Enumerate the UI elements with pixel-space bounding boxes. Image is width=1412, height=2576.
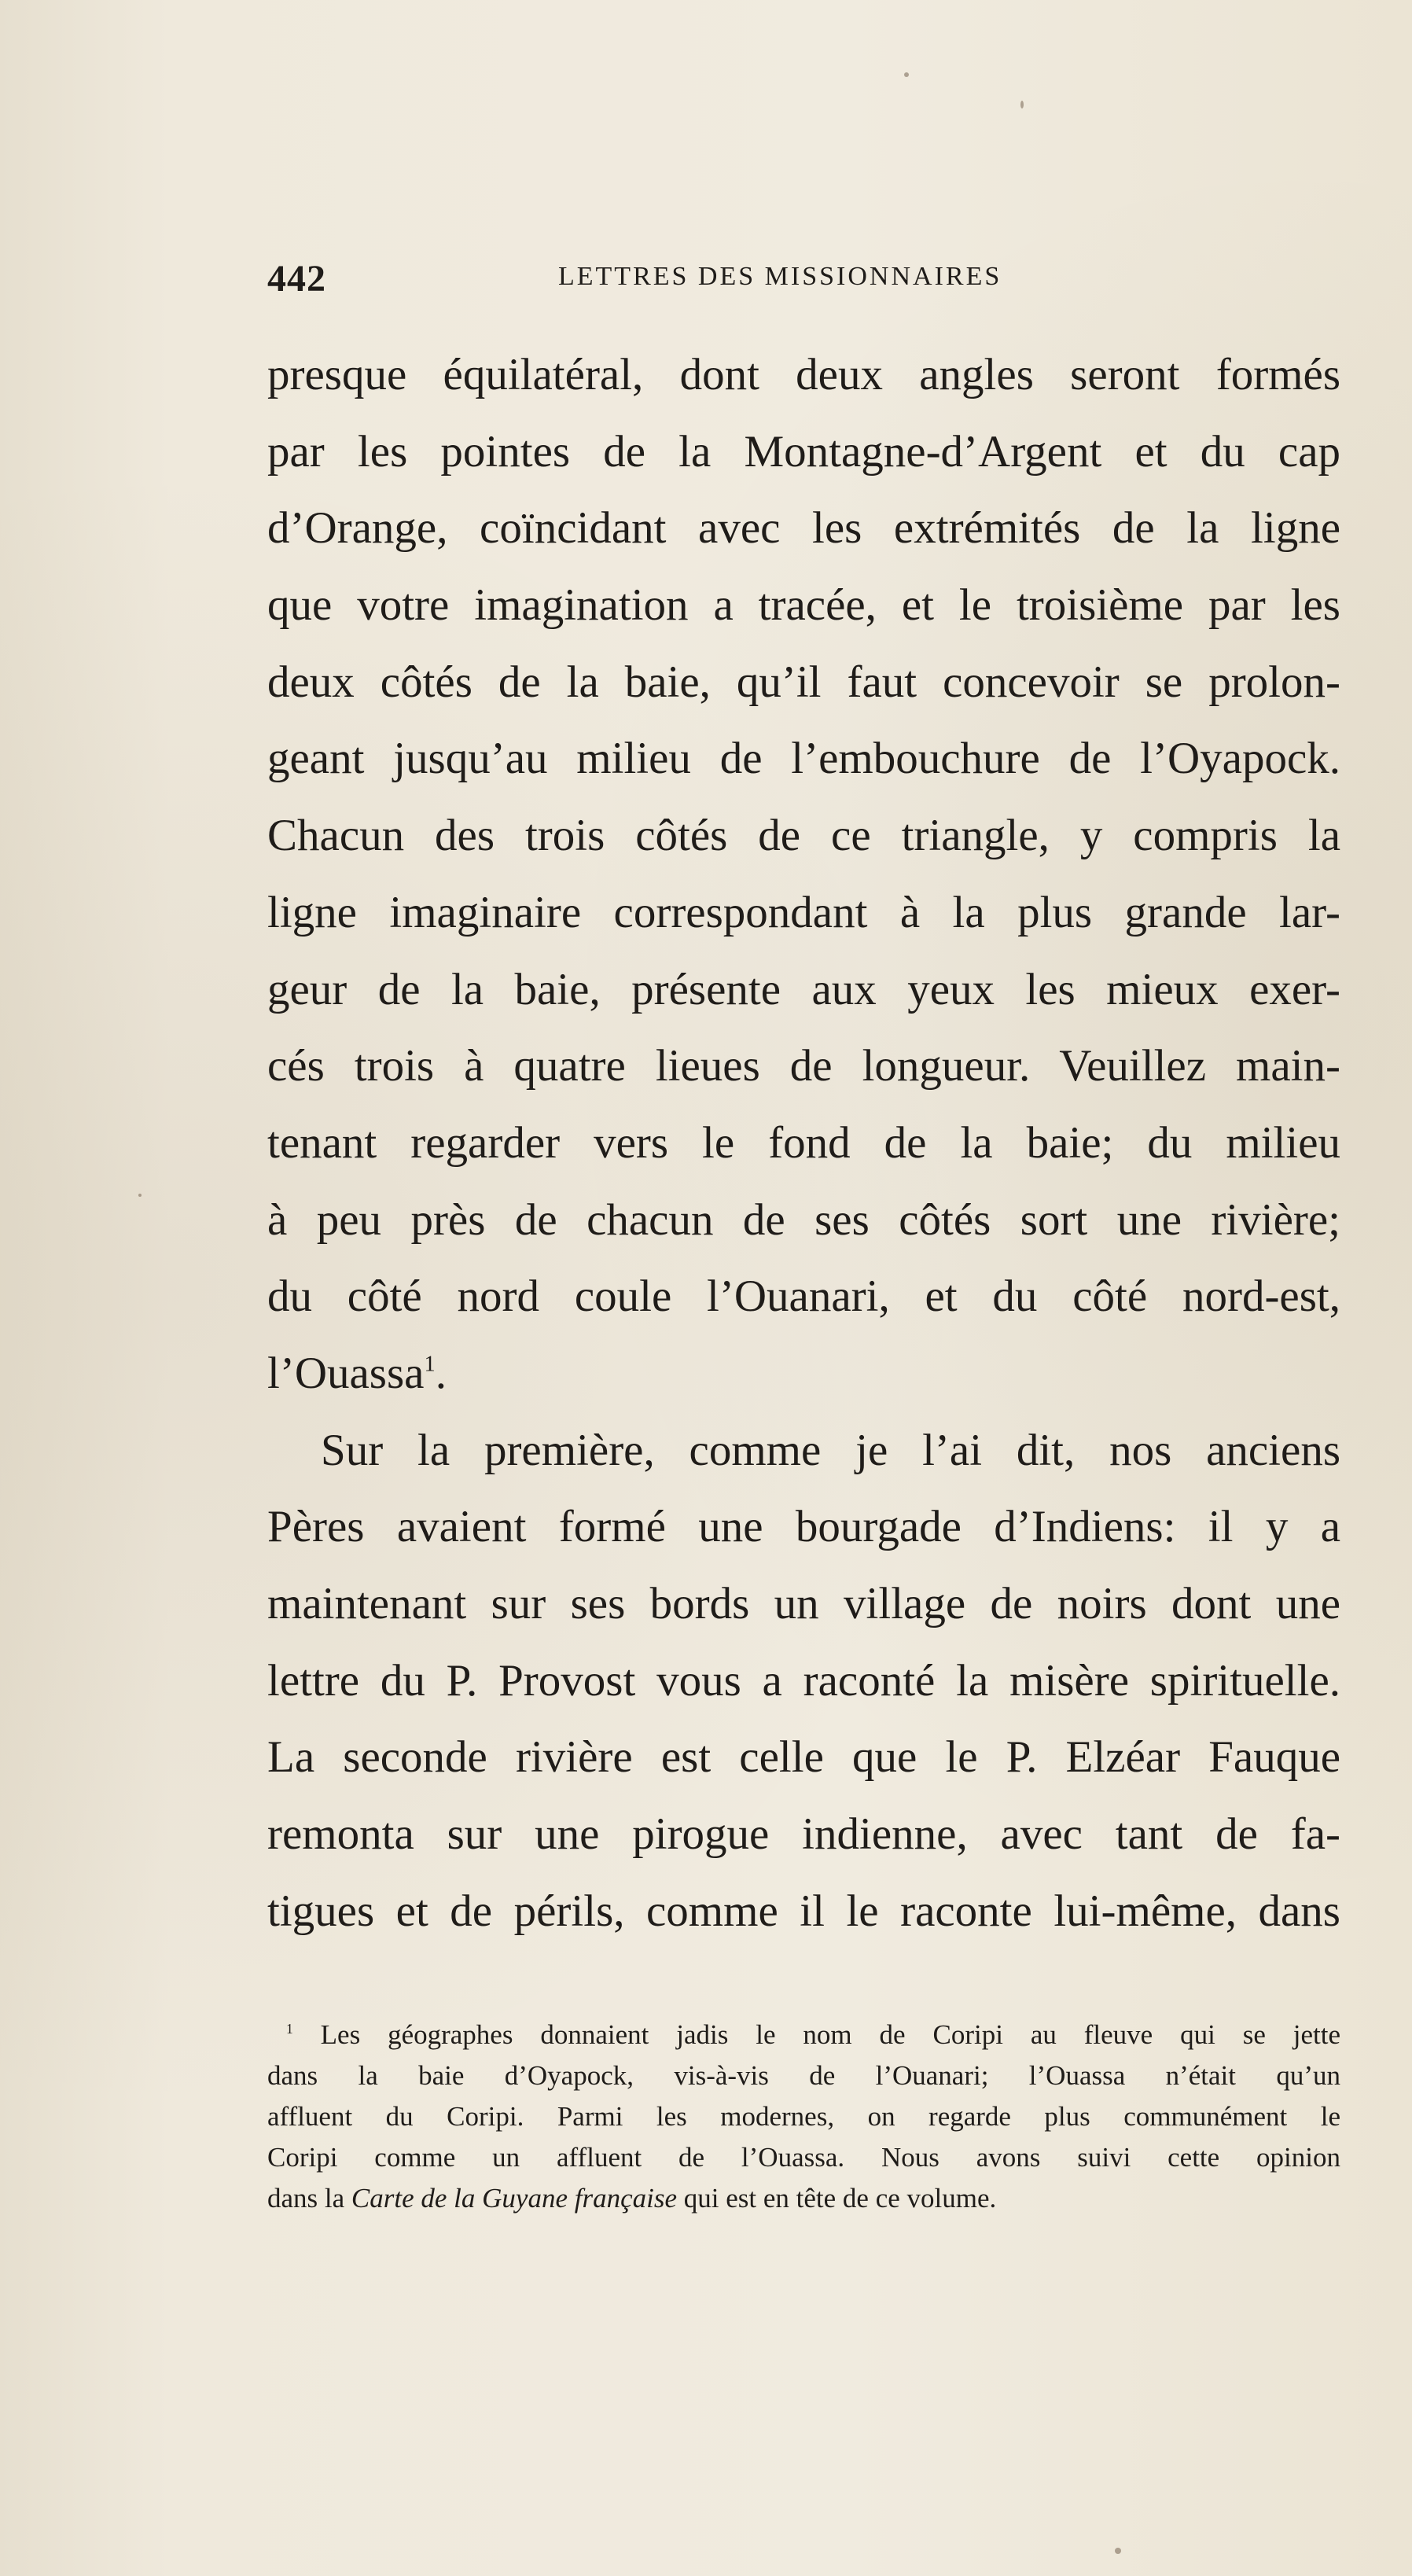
body-line: remonta sur une pirogue indienne, avec tant de fa- [267, 1809, 1340, 1860]
body-line: Chacun des trois côtés de ce triangle, y compris la [267, 811, 1340, 861]
body-line: du côté nord coule l’Ouanari, et du côté nord-est, [267, 1271, 1340, 1322]
footnote [267, 2015, 1340, 2219]
footnote-marker: 1 [286, 2020, 293, 2037]
body-line: La seconde rivière est celle que le P. Elzéar Fauque [267, 1732, 1340, 1783]
body-line: Pères avaient formé une bourgade d’Indiens: il y a [267, 1502, 1340, 1552]
body-line: maintenant sur ses bords un village de noirs dont une [267, 1579, 1340, 1628]
body-text [267, 337, 1340, 1949]
footnote-reference-period: . [435, 1348, 447, 1398]
footnote-text: qui est en tête de ce volume. [683, 2183, 997, 2214]
footnote-line: affluent du Coripi. Parmi les modernes, on regarde plus communément le [267, 2101, 1340, 2132]
body-line: tenant regarder vers le fond de la baie; du milieu [267, 1117, 1340, 1168]
body-line-paragraph-end [267, 1335, 1340, 1412]
body-line: geant jusqu’au milieu de l’embouchure de l’Oyapock. [267, 734, 1340, 784]
map-title-italic: Carte de la Guyane française [351, 2183, 678, 2214]
footnote-line: Coripi comme un affluent de l’Ouassa. Nous avons suivi cette opinion [267, 2142, 1340, 2173]
body-line: que votre imagination a tracée, et le troisième par les [267, 580, 1340, 631]
page-number: 442 [267, 258, 326, 300]
running-head [267, 257, 1340, 304]
paper-speck [1020, 101, 1024, 109]
paper-speck [904, 72, 909, 77]
footnote-line-last [267, 2178, 1340, 2219]
footnote-line [267, 2015, 1340, 2055]
paper-speck [1115, 2548, 1121, 2554]
footnote-reference: 1 [424, 1352, 436, 1377]
body-line-paragraph-start: Sur la première, comme je l’ai dit, nos anciens [321, 1425, 1340, 1475]
body-line: ligne imaginaire correspondant à la plus grande lar- [267, 887, 1340, 937]
body-line: presque équilatéral, dont deux angles seront formés [267, 350, 1340, 399]
footnote-line: dans la baie d’Oyapock, vis-à-vis de l’Ouanari; l’Ouassa n’était qu’un [267, 2060, 1340, 2091]
footnote-text: dans la [267, 2183, 345, 2214]
paper-speck [138, 1194, 142, 1197]
body-line: geur de la baie, présente aux yeux les mieux exer- [267, 964, 1340, 1014]
body-line-text: l’Ouassa [267, 1348, 425, 1398]
body-line: par les pointes de la Montagne-d’Argent et du cap [267, 426, 1340, 477]
body-line: cés trois à quatre lieues de longueur. Veuillez main- [267, 1041, 1340, 1091]
running-title: LETTRES DES MISSIONNAIRES [558, 262, 1002, 291]
body-line: à peu près de chacun de ses côtés sort une rivière; [267, 1194, 1340, 1245]
body-line: deux côtés de la baie, qu’il faut concevoir se prolon- [267, 657, 1340, 707]
footnote-line-text: Les géographes donnaient jadis le nom de Coripi au fleuve qui se jette [320, 2019, 1340, 2050]
body-line: lettre du P. Provost vous a raconté la misère spirituelle. [267, 1655, 1340, 1706]
body-line: d’Orange, coïncidant avec les extrémités de la ligne [267, 503, 1340, 554]
body-line: tigues et de périls, comme il le raconte lui-même, dans [267, 1886, 1340, 1936]
